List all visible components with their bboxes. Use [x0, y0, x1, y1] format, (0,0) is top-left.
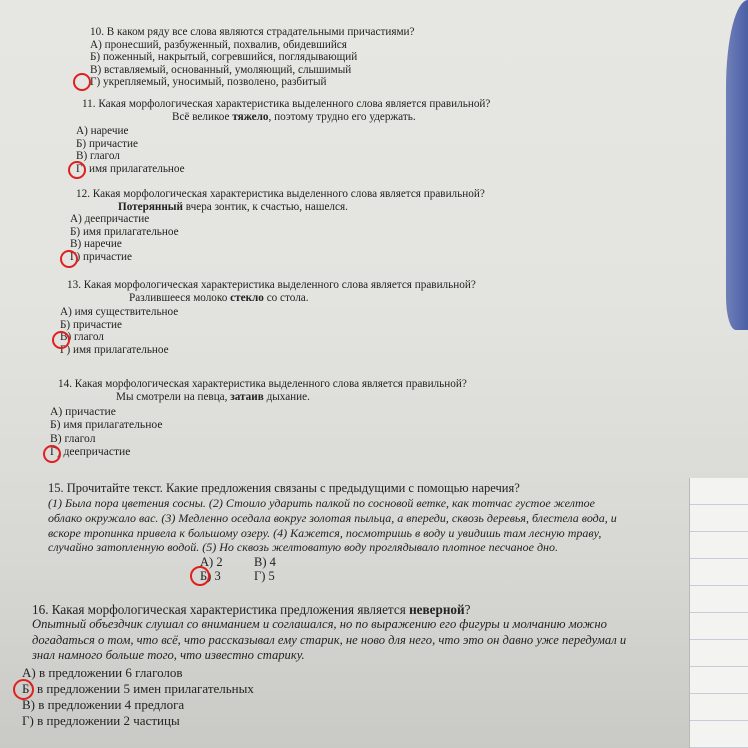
option: А) деепричастие — [70, 213, 150, 225]
option: Г) причастие — [70, 250, 132, 263]
question-14 — [58, 378, 688, 404]
question-16 — [32, 602, 732, 664]
option: Б) 3 — [200, 569, 221, 583]
option: В) вставляемый, основанный, умоляющий, слышимый — [90, 63, 352, 76]
question-10 — [90, 26, 720, 89]
question-text: 15. Прочитайте текст. Какие предложения связаны с предыдущими с помощью наречия? — [48, 481, 520, 495]
option: В) наречие — [70, 238, 122, 250]
option: Г) в предложении 2 частицы — [22, 713, 180, 728]
text-line: знал намного больше того, что известно старику. — [32, 648, 305, 662]
example-sentence: Всё великое тяжело, поэтому трудно его удержать. — [172, 110, 416, 123]
option: Б) причастие — [60, 318, 122, 331]
option: А) 2 — [200, 555, 223, 569]
question-text: 14. Какая морфологическая характеристика выделенного слова является правильной? — [58, 378, 467, 390]
text-line: случайно затопленную водой. (5) Но сквозь желтоватую воду проглядывало плотное песчаное дно. — [48, 540, 558, 555]
answer-circle-mark — [43, 445, 61, 463]
answer-circle-mark — [60, 250, 78, 268]
highlighted-word: тяжело — [232, 110, 269, 123]
option: Г) имя прилагательное — [60, 343, 169, 356]
question-text: 13. Какая морфологическая характеристика выделенного слова является правильной? — [67, 279, 476, 291]
answer-circle-mark — [73, 73, 91, 91]
option: Г) деепричастие — [50, 445, 131, 459]
example-sentence: Разлившееся молоко стекло со стола. — [129, 291, 309, 304]
question-14-options — [50, 405, 680, 459]
option: Г) имя прилагательное — [76, 162, 185, 175]
option: Г) 5 — [254, 569, 275, 583]
option: Б) имя прилагательное — [50, 418, 163, 432]
question-13-options — [60, 306, 690, 356]
option: В) 4 — [254, 555, 276, 569]
question-12 — [76, 188, 706, 214]
option: В) глагол — [50, 431, 96, 445]
question-11 — [82, 98, 712, 124]
answer-circle-mark — [13, 679, 34, 700]
option: В) в предложении 4 предлога — [22, 697, 185, 712]
question-text: 16. Какая морфологическая характеристика предложения является неверной? — [32, 602, 471, 617]
option: Б) поженный, накрытый, согревшийся, поглядывающий — [90, 51, 358, 63]
option: В) глагол — [76, 150, 120, 162]
option: Б) причастие — [76, 137, 138, 150]
example-sentence: Потерянный вчера зонтик, к счастью, нашелся. — [118, 200, 348, 213]
highlighted-word: Потерянный — [118, 200, 183, 213]
text-line: вскоре тропинка привела к большому озеру. (4) Кажется, посмотришь в воду и увидишь там лесную траву, — [48, 525, 602, 540]
option: А) причастие — [50, 405, 116, 418]
option: А) в предложении 6 глаголов — [22, 665, 183, 680]
question-13 — [67, 279, 697, 305]
option: А) наречие — [76, 125, 129, 137]
question-text: 10. В каком ряду все слова являются страдательными причастиями? — [90, 26, 415, 38]
highlighted-word: затаив — [230, 390, 264, 403]
blue-object — [726, 0, 748, 330]
text-line: облако окружало вас. (3) Медленно оседала вокруг золотая пыльца, а впереди, сквозь деревья, блестела вода, и — [48, 510, 617, 525]
question-16-options — [22, 665, 652, 729]
option: Г) укрепляемый, уносимый, позволено, разбитый — [90, 76, 327, 88]
text-line: догадаться о том, что всё, что рассказывал ему старик, не ново для него, что это он давно уже передумал и — [32, 632, 627, 647]
question-11-options — [76, 125, 706, 175]
example-sentence: Мы смотрели на певца, затаив дыхание. — [116, 390, 310, 403]
text-line: Опытный объездчик слушал со вниманием и соглашался, но по выражению его фигуры и молчанию можно — [32, 617, 607, 631]
question-15 — [48, 481, 678, 555]
question-text: 12. Какая морфологическая характеристика выделенного слова является правильной? — [76, 188, 485, 200]
text-line: (1) Была пора цветения сосны. (2) Стоило ударить палкой по сосновой ветке, как тотчас густое желтое — [48, 496, 595, 510]
answer-circle-mark — [190, 566, 210, 586]
option: В) глагол — [60, 331, 104, 343]
highlighted-word: неверной — [409, 602, 465, 617]
question-15-options — [200, 555, 320, 583]
option: А) пронесший, разбуженный, похвалив, обидевшийся — [90, 38, 347, 51]
answer-circle-mark — [68, 161, 86, 179]
question-12-options — [70, 213, 700, 263]
option: Б) имя прилагательное — [70, 225, 179, 238]
highlighted-word: стекло — [230, 291, 264, 304]
answer-circle-mark — [52, 331, 70, 349]
option: А) имя существительное — [60, 306, 179, 318]
option: Б) в предложении 5 имен прилагательных — [22, 681, 254, 696]
question-text: 11. Какая морфологическая характеристика выделенного слова является правильной? — [82, 98, 491, 110]
